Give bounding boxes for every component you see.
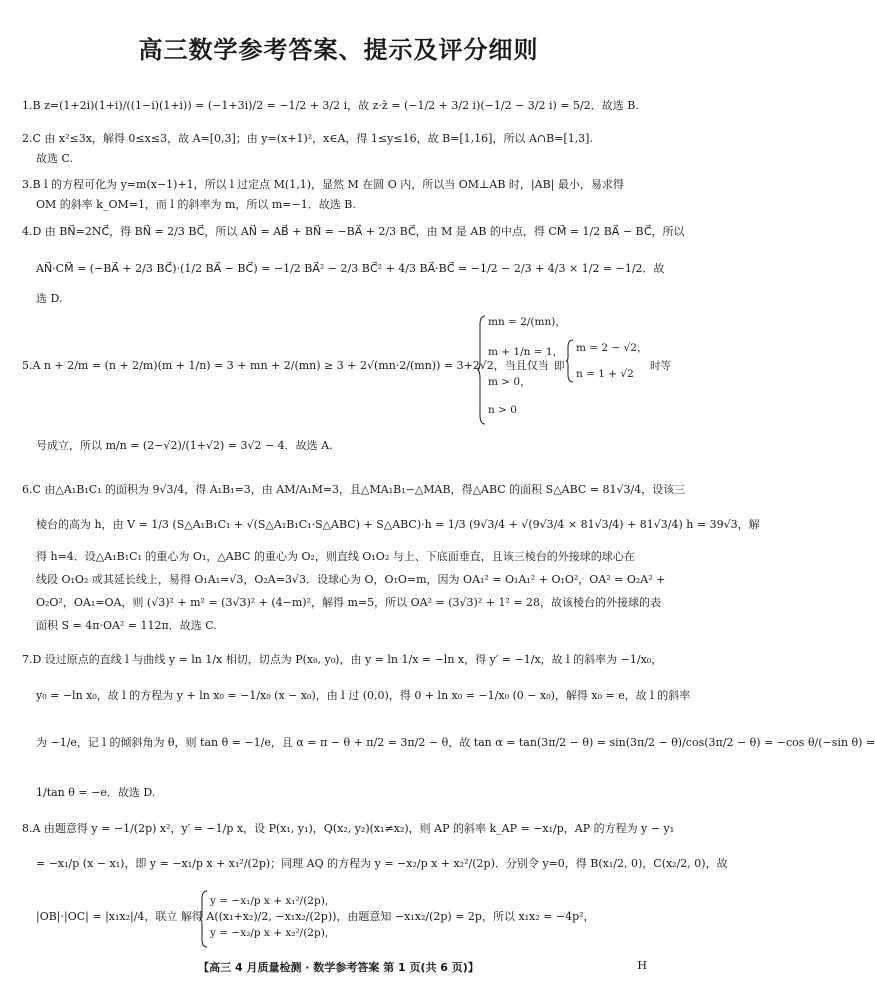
solution-line: 得 h=4．设△A₁B₁C₁ 的重心为 O₁，△ABC 的重心为 O₂，则直线 O₁O₂ 与上、下底面垂直，且该三棱台的外接球的球心在 — [36, 550, 635, 563]
solution-line: 线段 O₁O₂ 或其延长线上，易得 O₁A₁=√3，O₂A=3√3．设球心为 O，O₁O=m，因为 OA₁² = O₁A₁² + O₁O²，OA² = O₂A² + — [36, 573, 666, 586]
connector-text: 即 — [554, 360, 565, 372]
equation-row: y = −x₁/p x + x₁²/(2p)， — [210, 895, 336, 907]
version-mark: H — [637, 959, 647, 972]
solution-line: 5.A n + 2/m = (n + 2/m)(m + 1/n) = 3 + mn + 2/(mn) ≥ 3 + 2√(mn·2/(mn)) = 3+2√2，当且仅当 — [22, 359, 549, 372]
solution-line: 为 −1/e，记 l 的倾斜角为 θ，则 tan θ = −1/e，且 α = π − θ + π/2 = 3π/2 − θ，故 tan α = tan(3π/2 − θ) = sin(3π/2 − θ)/cos(3π/2 − θ) = −cos θ/(−sin θ) = — [36, 736, 875, 749]
solution-line: 1.B z=(1+2i)(1+i)/((1−i)(1+i)) = (−1+3i)/2 = −1/2 + 3/2 i，故 z·z̄ = (−1/2 + 3/2 i)(−1/2 − 3/2 i) = 5/2．故选 B. — [22, 99, 639, 112]
solution-line: 7.D 设过原点的直线 l 与曲线 y = ln 1/x 相切，切点为 P(x₀, y₀)，由 y = ln 1/x = −ln x，得 y′ = −1/x，故 l 的斜率为 −1/x₀， — [22, 653, 663, 666]
solution-line: = −x₁/p (x − x₁)，即 y = −x₁/p x + x₁²/(2p)；同理 AQ 的方程为 y = −x₂/p x + x₂²/(2p)．分别令 y=0，得 B(x₁/2, 0)，C(x₂/2, 0)，故 — [36, 857, 728, 870]
solution-line: AN⃗·CM⃗ = (−BA⃗ + 2/3 BC⃗)·(1/2 BA⃗ − BC⃗) = −1/2 BA⃗² − 2/3 BC⃗² + 4/3 BA⃗·BC⃗ = −1/2 − 2/3 + 4/3 × 1/2 = −1/2．故 — [36, 262, 665, 275]
solution-line: 1/tan θ = −e．故选 D. — [36, 786, 156, 799]
connector-text: 时等 — [650, 360, 671, 372]
solution-line: 棱台的高为 h，由 V = 1/3 (S△A₁B₁C₁ + √(S△A₁B₁C₁·S△ABC) + S△ABC)·h = 1/3 (9√3/4 + √(9√3/4 × 81√3/4) + 81√3/4) h = 39√3，解 — [36, 518, 760, 531]
solution-line: y₀ = −ln x₀，故 l 的方程为 y + ln x₀ = −1/x₀ (x − x₀)，由 l 过 (0,0)，得 0 + ln x₀ = −1/x₀ (0 − x₀)，解得 x₀ = e，故 l 的斜率 — [36, 689, 691, 702]
solution-line: 2.C 由 x²≤3x，解得 0≤x≤3，故 A=[0,3]；由 y=(x+1)²，x∈A，得 1≤y≤16，故 B=[1,16]，所以 A∩B=[1,3]. — [22, 132, 593, 145]
solution-line: 故选 C. — [36, 152, 74, 165]
solution-line: OM 的斜率 k_OM=1，而 l 的斜率为 m，所以 m=−1．故选 B. — [36, 198, 356, 211]
left-brace-icon — [566, 339, 574, 383]
left-brace-icon — [200, 890, 208, 948]
solution-line: 3.B l 的方程可化为 y=m(x−1)+1，所以 l 过定点 M(1,1)，显然 M 在圆 O 内，所以当 OM⊥AB 时，|AB| 最小，易求得 — [22, 178, 624, 191]
solution-line: 面积 S = 4π·OA² = 112π．故选 C. — [36, 619, 217, 632]
solution-row: m = 2 − √2， — [576, 342, 648, 354]
solution-line: 4.D 由 BN⃗=2NC⃗，得 BN⃗ = 2/3 BC⃗，所以 AN⃗ = AB⃗ + BN⃗ = −BA⃗ + 2/3 BC⃗，由 M 是 AB 的中点，得 CM⃗ = 1/2 BA⃗ − BC⃗，所以 — [22, 225, 685, 238]
solution-line: 号成立，所以 m/n = (2−√2)/(1+√2) = 3√2 − 4．故选 A. — [36, 439, 333, 452]
left-brace-icon — [478, 315, 486, 425]
condition-row: m + 1/n = 1， — [488, 346, 564, 358]
page-title: 高三数学参考答案、提示及评分细则 — [138, 36, 539, 64]
solution-line: 8.A 由题意得 y = −1/(2p) x²，y′ = −1/p x，设 P(x₁, y₁)，Q(x₂, y₂)(x₁≠x₂)，则 AP 的斜率 k_AP = −x₁/p，AP 的方程为 y − y₁ — [22, 822, 675, 835]
condition-row: n > 0 — [488, 404, 517, 416]
solution-row: n = 1 + √2 — [576, 368, 634, 380]
solution-line: O₂O²，OA₁=OA，则 (√3)² + m² = (3√3)² + (4−m)²，解得 m=5，所以 OA² = (3√3)² + 1² = 28，故该棱台的外接球的表 — [36, 596, 662, 609]
solution-line: |OB|·|OC| = |x₁x₂|/4，联立 解得 A((x₁+x₂)/2, −x₁x₂/(2p))，由题意知 −x₁x₂/(2p) = 2p，所以 x₁x₂ = −4p²， — [36, 910, 595, 923]
condition-row: m > 0， — [488, 376, 531, 388]
solution-line: 选 D. — [36, 292, 63, 305]
page-footer: 【高三 4 月质量检测 · 数学参考答案 第 1 页(共 6 页)】 — [198, 961, 479, 974]
condition-row: mn = 2/(mn)， — [488, 316, 566, 328]
solution-line: 6.C 由△A₁B₁C₁ 的面积为 9√3/4，得 A₁B₁=3，由 AM/A₁M=3，且△MA₁B₁∽△MAB，得△ABC 的面积 S△ABC = 81√3/4，设该三 — [22, 483, 686, 496]
equation-row: y = −x₂/p x + x₂²/(2p)， — [210, 927, 336, 939]
